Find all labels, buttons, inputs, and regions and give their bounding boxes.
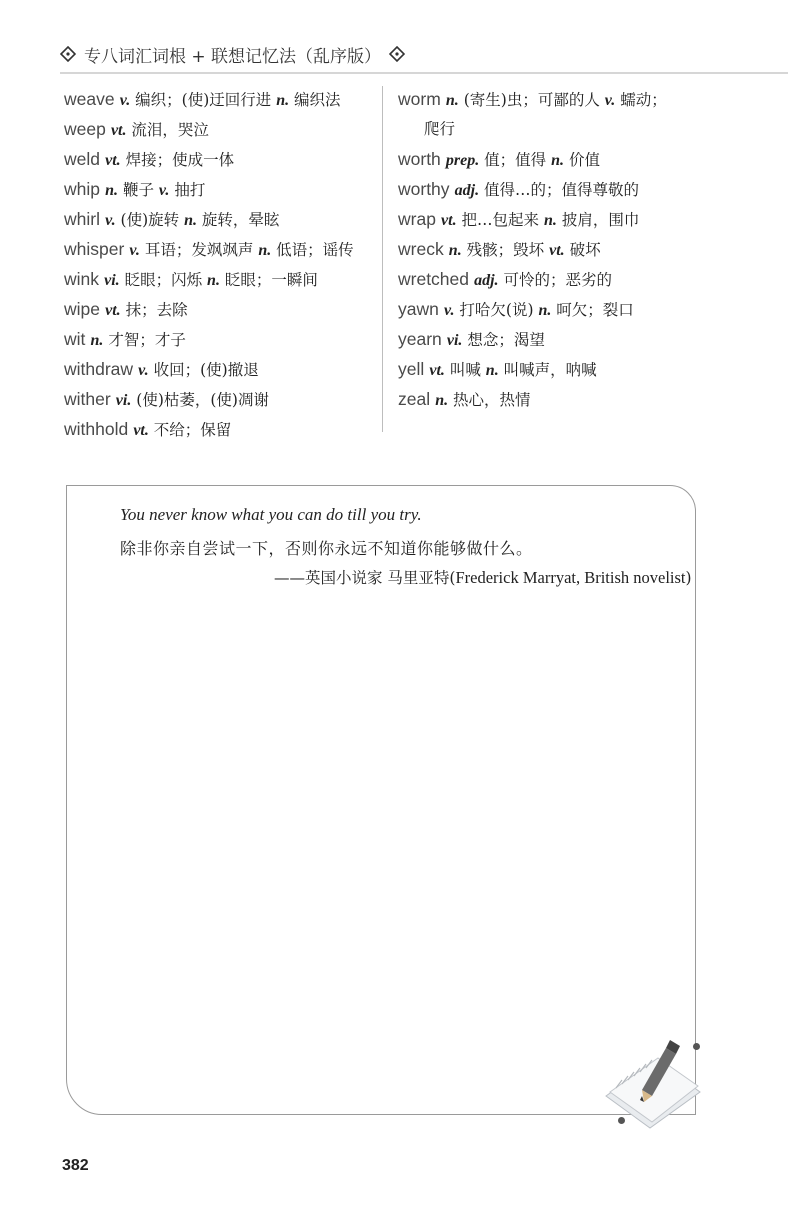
definition-text: (使)枯萎，(使)凋谢 — [136, 391, 269, 409]
definition-text: 旋转，晕眩 — [201, 211, 280, 229]
part-of-speech: n. — [276, 92, 290, 109]
part-of-speech: v. — [443, 302, 455, 319]
vocab-word: wink — [64, 269, 100, 289]
vocab-entry — [398, 174, 738, 204]
vocab-definition — [449, 241, 601, 259]
diamond-outline-icon — [60, 46, 76, 62]
vocab-word: zeal — [398, 389, 431, 409]
part-of-speech: n. — [448, 242, 462, 259]
vocab-definition — [105, 301, 188, 319]
definition-text: 抽打 — [174, 181, 206, 199]
part-of-speech: vt. — [105, 152, 121, 169]
vocab-word: yell — [398, 359, 425, 379]
vocab-entry — [64, 114, 376, 144]
vocab-word: withhold — [64, 419, 129, 439]
definition-text: 眨眼；一瞬间 — [224, 271, 318, 289]
definition-text: 呵欠；裂口 — [556, 301, 634, 319]
vocab-entry — [64, 294, 376, 324]
vocab-definition — [446, 151, 600, 169]
part-of-speech: n. — [445, 92, 459, 109]
vocab-word: whisper — [64, 239, 125, 259]
vocab-word: wretched — [398, 269, 470, 289]
definition-text: 流泪，哭泣 — [131, 121, 209, 139]
word-list-right — [398, 84, 738, 414]
definition-text: 叫喊 — [449, 361, 481, 379]
vocab-definition — [111, 121, 209, 139]
definition-text: 收回；(使)撤退 — [153, 361, 259, 379]
part-of-speech: v. — [105, 212, 116, 229]
diamond-outline-icon — [389, 46, 405, 62]
part-of-speech: adj. — [474, 272, 499, 289]
definition-text: 值；值得 — [484, 151, 547, 169]
definition-text: 破坏 — [569, 241, 601, 259]
header-rule — [60, 72, 788, 74]
definition-text: 焊接；使成一体 — [125, 151, 235, 169]
vocab-entry — [64, 234, 376, 264]
vocab-word: wreck — [398, 239, 444, 259]
vocab-word: yearn — [398, 329, 442, 349]
vocab-entry — [64, 354, 376, 384]
definition-text: 才智；才子 — [108, 331, 186, 349]
part-of-speech: v. — [138, 362, 149, 379]
part-of-speech: n. — [207, 272, 220, 289]
definition-text: 不给；保留 — [153, 421, 232, 439]
vocab-definition — [105, 181, 205, 199]
vocab-definition — [104, 271, 318, 289]
part-of-speech: v. — [119, 92, 131, 109]
part-of-speech: vt. — [110, 122, 127, 139]
part-of-speech: vi. — [115, 392, 132, 409]
vocab-entry — [64, 174, 376, 204]
vocab-definition — [441, 211, 639, 229]
part-of-speech: n. — [543, 212, 557, 229]
definition-text: 热心，热情 — [453, 391, 531, 409]
vocab-word: whirl — [64, 209, 100, 229]
vocab-entry — [64, 84, 376, 114]
definition-text: 蠕动； — [620, 91, 667, 109]
vocab-entry — [398, 294, 738, 324]
vocab-definition — [455, 181, 639, 199]
vocab-word: yawn — [398, 299, 439, 319]
running-header — [60, 40, 405, 68]
vocab-definition — [447, 331, 545, 349]
part-of-speech: n. — [435, 392, 449, 409]
vocab-definition — [105, 211, 279, 229]
vocab-entry — [398, 114, 738, 144]
vocab-definition — [429, 361, 596, 379]
vocab-entry — [64, 384, 376, 414]
vocab-entry — [398, 204, 738, 234]
definition-text: 眨眼；闪烁 — [124, 271, 203, 289]
part-of-speech: vt. — [549, 242, 565, 259]
definition-text: 价值 — [568, 151, 600, 169]
vocab-entry — [64, 144, 376, 174]
vocab-definition — [446, 91, 667, 109]
part-of-speech: n. — [90, 332, 104, 349]
definition-text: (寄生)虫；可鄙的人 — [463, 91, 600, 109]
vocab-entry — [398, 264, 738, 294]
quote-attribution — [274, 566, 692, 588]
header-title: 专八词汇词根 + 联想记忆法（乱序版） — [84, 46, 382, 67]
vocab-word: weep — [64, 119, 106, 139]
vocab-definition — [105, 151, 234, 169]
vocab-definition — [116, 391, 269, 409]
definition-text: 残骸；毁坏 — [466, 241, 545, 259]
vocab-word: wit — [64, 329, 86, 349]
part-of-speech: v. — [129, 242, 140, 259]
definition-text: 爬行 — [424, 120, 456, 138]
vocab-entry — [398, 384, 738, 414]
part-of-speech: n. — [258, 242, 272, 259]
part-of-speech: vi. — [104, 272, 120, 289]
vocab-entry — [64, 324, 376, 354]
definition-text: 披肩，围巾 — [561, 211, 640, 229]
part-of-speech: v. — [604, 92, 616, 109]
part-of-speech: vi. — [446, 332, 463, 349]
part-of-speech: n. — [105, 182, 118, 199]
part-of-speech: v. — [158, 182, 170, 199]
column-divider — [382, 86, 383, 432]
vocab-entry — [398, 144, 738, 174]
definition-text: 把…包起来 — [461, 211, 540, 229]
vocab-word: worth — [398, 149, 441, 169]
definition-text: 想念；渴望 — [467, 331, 545, 349]
vocab-word: wipe — [64, 299, 100, 319]
part-of-speech: n. — [551, 152, 565, 169]
vocab-definition — [120, 91, 341, 109]
vocab-word: wither — [64, 389, 111, 409]
definition-text: 打哈欠(说) — [459, 301, 534, 319]
part-of-speech: prep. — [445, 152, 480, 169]
definition-text: 抹；去除 — [125, 301, 188, 319]
vocab-word: worthy — [398, 179, 450, 199]
definition-text: 可怜的；恶劣的 — [503, 271, 613, 289]
vocab-definition — [435, 391, 530, 409]
definition-text: 耳语；发飒飒声 — [144, 241, 254, 259]
word-list-left — [64, 84, 376, 444]
part-of-speech: adj. — [454, 182, 480, 199]
part-of-speech: n. — [538, 302, 552, 319]
attribution-en: Frederick Marryat, British novelist — [455, 568, 686, 587]
vocab-definition — [90, 331, 185, 349]
notepad-pencil-icon — [600, 1030, 710, 1130]
definition-text: 编织法 — [294, 91, 341, 109]
part-of-speech: vt. — [105, 302, 121, 319]
part-of-speech: n. — [184, 212, 197, 229]
page-number: 382 — [62, 1157, 89, 1174]
part-of-speech: vt. — [133, 422, 149, 439]
vocab-entry — [398, 84, 738, 114]
quote-chinese: 除非你亲自尝试一下，否则你永远不知道你能够做什么。 — [120, 539, 533, 558]
definition-text: 叫喊声，呐喊 — [503, 361, 597, 379]
vocab-entry — [398, 324, 738, 354]
definition-text: (使)旋转 — [120, 211, 180, 229]
part-of-speech: vt. — [441, 212, 457, 229]
vocab-word: withdraw — [64, 359, 134, 379]
part-of-speech: n. — [485, 362, 499, 379]
vocab-word: weld — [64, 149, 100, 169]
part-of-speech: vt. — [429, 362, 445, 379]
vocab-entry — [398, 234, 738, 264]
attribution-close: ) — [685, 569, 692, 587]
vocab-entry — [64, 204, 376, 234]
attribution-zh: ——英国小说家 马里亚特( — [274, 569, 456, 587]
vocab-word: wrap — [398, 209, 436, 229]
vocab-word: whip — [64, 179, 100, 199]
definition-text: 低语；谣传 — [276, 241, 354, 259]
vocab-word: weave — [64, 89, 115, 109]
definition-text: 鞭子 — [122, 181, 154, 199]
vocab-definition — [138, 361, 259, 379]
vocab-definition — [424, 120, 455, 138]
definition-text: 值得…的；值得尊敬的 — [484, 181, 640, 199]
vocab-entry — [64, 264, 376, 294]
vocab-definition — [129, 241, 353, 259]
definition-text: 编织；(使)迂回行进 — [135, 91, 272, 109]
vocab-definition — [133, 421, 231, 439]
vocab-definition — [444, 301, 634, 319]
vocab-entry — [398, 354, 738, 384]
vocab-definition — [474, 271, 612, 289]
quote-english: You never know what you can do till you try. — [120, 505, 422, 524]
vocab-entry — [64, 414, 376, 444]
vocab-word: worm — [398, 89, 441, 109]
